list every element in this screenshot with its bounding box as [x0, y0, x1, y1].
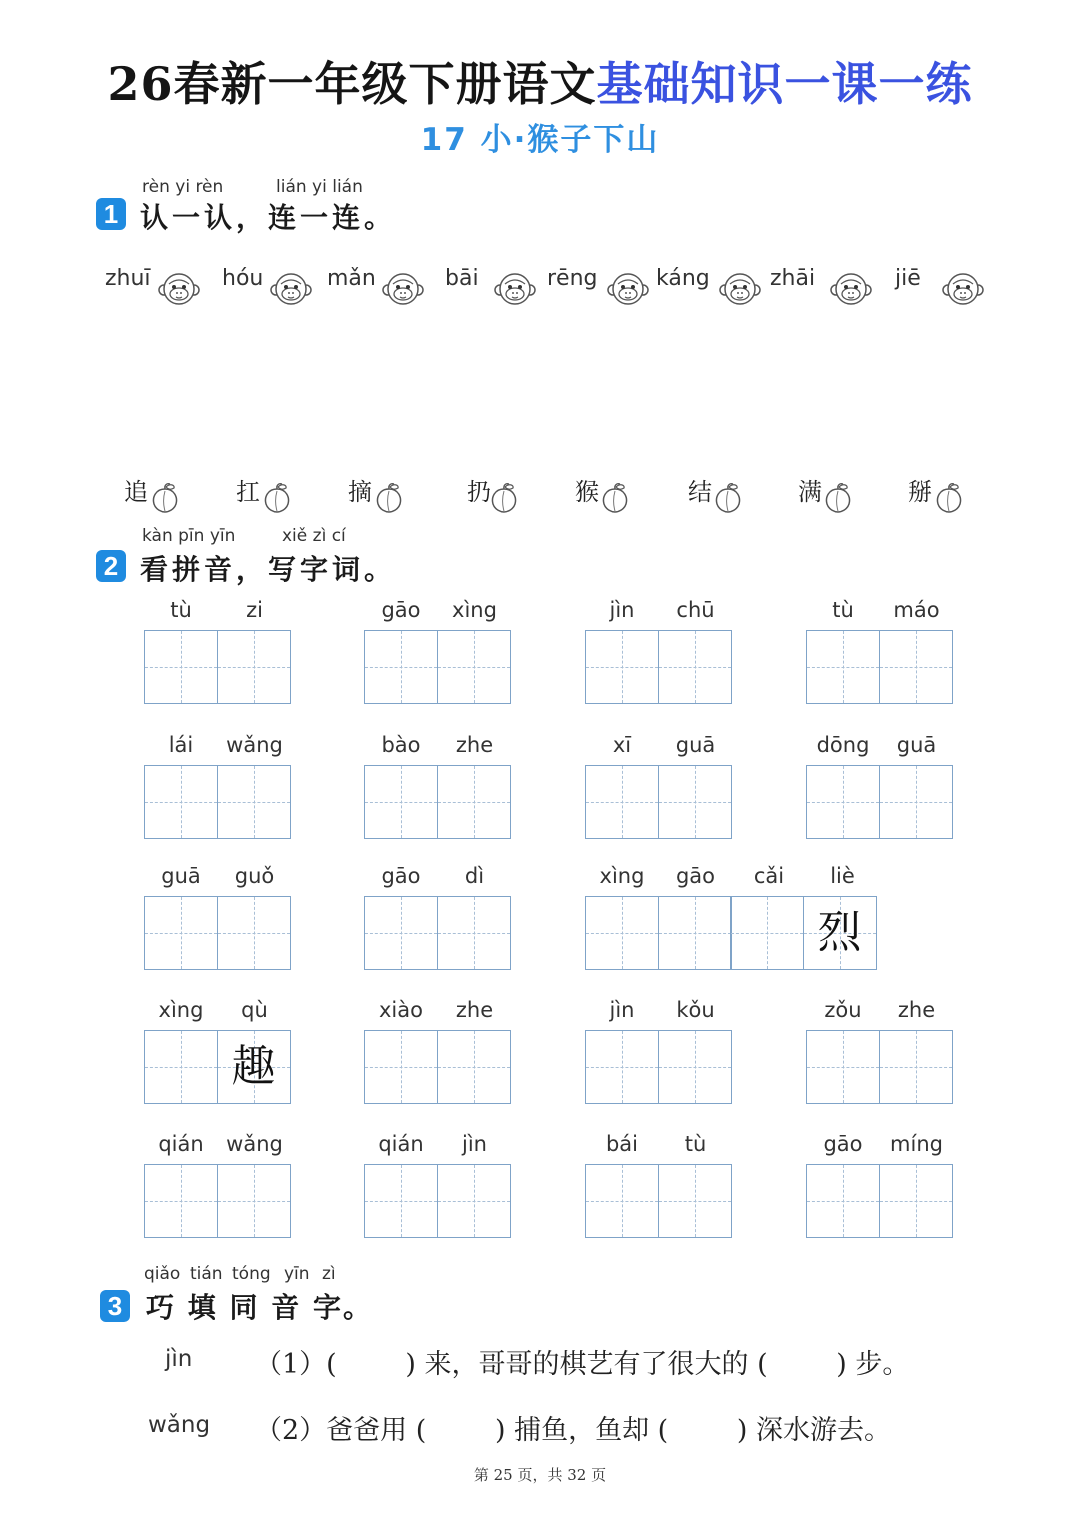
writing-cell[interactable]: [585, 765, 659, 839]
writing-cell[interactable]: [658, 765, 732, 839]
peach-icon[interactable]: [713, 482, 743, 514]
word-pinyin: jìn: [609, 598, 635, 622]
word-pinyin: xī: [612, 733, 632, 757]
word-pinyin: guā: [161, 864, 201, 888]
writing-cell[interactable]: [364, 630, 438, 704]
writing-cell[interactable]: [658, 630, 732, 704]
word-pinyin: lái: [168, 733, 194, 757]
given-character: 烈: [817, 907, 862, 958]
writing-cell[interactable]: [806, 1030, 880, 1104]
writing-cell[interactable]: [585, 1164, 659, 1238]
word-pinyin: bào: [381, 733, 421, 757]
monkey-icon[interactable]: [607, 268, 649, 310]
writing-cell[interactable]: [437, 896, 511, 970]
section-2-badge: 2: [96, 550, 126, 582]
word-pinyin: tù: [170, 598, 192, 622]
writing-cell[interactable]: [364, 765, 438, 839]
monkey-icon[interactable]: [494, 268, 536, 310]
writing-cell[interactable]: [806, 630, 880, 704]
word-pinyin: míng: [890, 1132, 943, 1156]
word-pinyin: máo: [893, 598, 940, 622]
writing-cell[interactable]: [364, 896, 438, 970]
writing-cell[interactable]: [585, 1030, 659, 1104]
word-pinyin: dì: [464, 864, 485, 888]
word-pinyin: xìng: [599, 864, 645, 888]
title-part-blue: 基础知识一课一练: [596, 57, 973, 111]
writing-cell[interactable]: [217, 1030, 291, 1104]
writing-cell[interactable]: [217, 896, 291, 970]
character-label[interactable]: 掰: [908, 478, 932, 506]
writing-cell[interactable]: [144, 1030, 218, 1104]
pinyin-label[interactable]: káng: [656, 266, 710, 291]
fill-item-1-pinyin: jìn: [165, 1346, 193, 1372]
word-pinyin: tù: [832, 598, 854, 622]
word-pinyin: qù: [241, 998, 268, 1022]
character-label[interactable]: 结: [688, 478, 712, 506]
section-2-ruby-a: kàn pīn yīn: [142, 526, 236, 546]
page-footer: 第 25 页，共 32 页: [473, 1466, 607, 1484]
fill-item-2-sentence[interactable]: （2）爸爸用 ( ) 捕鱼，鱼却 ( ) 深水游去。: [255, 1415, 891, 1446]
word-pinyin: liè: [830, 864, 855, 888]
writing-cell[interactable]: [144, 1164, 218, 1238]
writing-cell[interactable]: [144, 630, 218, 704]
pinyin-label[interactable]: mǎn: [327, 266, 376, 291]
writing-cell[interactable]: [658, 896, 732, 970]
word-pinyin: gāo: [823, 1132, 863, 1156]
writing-cell[interactable]: [879, 630, 953, 704]
pinyin-label[interactable]: bāi: [445, 266, 479, 291]
writing-cell[interactable]: [803, 896, 877, 970]
writing-cell[interactable]: [217, 765, 291, 839]
section-1-ruby-a: rèn yi rèn: [142, 177, 224, 197]
word-pinyin: gāo: [381, 598, 421, 622]
pinyin-label[interactable]: zhuī: [105, 266, 151, 291]
word-pinyin: qián: [158, 1132, 204, 1156]
writing-cell[interactable]: [144, 765, 218, 839]
peach-icon[interactable]: [934, 482, 964, 514]
fill-item-2-pinyin: wǎng: [148, 1412, 211, 1438]
word-pinyin: zhe: [897, 998, 936, 1022]
given-character: 趣: [231, 1041, 276, 1092]
section-3-ruby-syllable: tóng: [232, 1264, 271, 1284]
word-pinyin: kǒu: [676, 998, 715, 1022]
word-pinyin: zi: [246, 598, 263, 622]
section-3-ruby-syllable: qiǎo: [144, 1264, 181, 1284]
section-1-badge: 1: [96, 198, 126, 230]
section-3-ruby-syllable: tián: [190, 1264, 223, 1284]
writing-cell[interactable]: [217, 1164, 291, 1238]
page-title: [0, 48, 1080, 114]
writing-cell[interactable]: [217, 630, 291, 704]
character-label[interactable]: 追: [124, 478, 148, 506]
peach-icon[interactable]: [600, 482, 630, 514]
character-label[interactable]: 扔: [467, 478, 491, 506]
writing-cell[interactable]: [806, 1164, 880, 1238]
word-pinyin: tù: [684, 1132, 707, 1156]
section-3-ruby-syllable: zì: [322, 1264, 336, 1284]
character-label[interactable]: 扛: [236, 478, 260, 506]
pinyin-label[interactable]: jiē: [895, 266, 921, 291]
fill-item-1-sentence[interactable]: （1）( ) 来，哥哥的棋艺有了很大的 ( ) 步。: [255, 1349, 910, 1380]
writing-cell[interactable]: [658, 1030, 732, 1104]
character-label[interactable]: 猴: [575, 478, 599, 506]
writing-cell[interactable]: [437, 1030, 511, 1104]
section-1-title: 认一认，连一连。: [140, 201, 397, 234]
word-pinyin: gāo: [381, 864, 421, 888]
word-pinyin: zhe: [455, 998, 494, 1022]
word-pinyin: cǎi: [753, 864, 785, 888]
word-pinyin: guā: [896, 733, 937, 757]
monkey-icon[interactable]: [942, 268, 984, 310]
writing-cell[interactable]: [437, 1164, 511, 1238]
section-1-ruby-b: lián yi lián: [276, 177, 363, 197]
word-pinyin: gāo: [675, 864, 716, 888]
word-pinyin: wǎng: [226, 733, 283, 757]
pinyin-label[interactable]: hóu: [222, 266, 264, 291]
word-pinyin: bái: [605, 1132, 639, 1156]
writing-cell[interactable]: [879, 1030, 953, 1104]
section-3-ruby-syllable: yīn: [284, 1264, 310, 1284]
word-pinyin: guǒ: [234, 864, 275, 888]
word-pinyin: zǒu: [824, 998, 862, 1022]
word-pinyin: wǎng: [226, 1132, 283, 1156]
monkey-icon[interactable]: [382, 268, 424, 310]
writing-cell[interactable]: [658, 1164, 732, 1238]
section-2-ruby-b: xiě zì cí: [282, 526, 346, 546]
section-3-badge: 3: [100, 1290, 130, 1322]
peach-icon[interactable]: [374, 482, 404, 514]
monkey-icon[interactable]: [830, 268, 872, 310]
monkey-icon[interactable]: [158, 268, 200, 310]
writing-cell[interactable]: [879, 765, 953, 839]
writing-cell[interactable]: [364, 1030, 438, 1104]
word-pinyin: zhe: [455, 733, 494, 757]
writing-cell[interactable]: [585, 896, 659, 970]
writing-cell[interactable]: [730, 896, 804, 970]
word-pinyin: guā: [675, 733, 716, 757]
peach-icon[interactable]: [150, 482, 180, 514]
peach-icon[interactable]: [489, 482, 519, 514]
peach-icon[interactable]: [262, 482, 292, 514]
section-2-title: 看拼音，写字词。: [140, 553, 397, 586]
lesson-title: 17 小·猴子下山: [420, 122, 660, 158]
word-pinyin: dōng: [816, 733, 870, 757]
peach-icon[interactable]: [823, 482, 853, 514]
title-part-black: 26春新一年级下册语文: [107, 57, 597, 111]
character-label[interactable]: 满: [798, 478, 822, 506]
pinyin-label[interactable]: zhāi: [770, 266, 816, 291]
word-pinyin: jìn: [609, 998, 635, 1022]
monkey-icon[interactable]: [270, 268, 312, 310]
writing-cell[interactable]: [437, 765, 511, 839]
writing-cell[interactable]: [806, 765, 880, 839]
word-pinyin: xìng: [158, 998, 204, 1022]
character-label[interactable]: 摘: [348, 478, 372, 506]
word-pinyin: jìn: [462, 1132, 487, 1156]
word-pinyin: qián: [378, 1132, 424, 1156]
writing-cell[interactable]: [585, 630, 659, 704]
word-pinyin: xìng: [452, 598, 497, 622]
word-pinyin: chū: [676, 598, 715, 622]
word-pinyin: xiào: [379, 998, 423, 1022]
writing-cell[interactable]: [437, 630, 511, 704]
writing-cell[interactable]: [364, 1164, 438, 1238]
monkey-icon[interactable]: [719, 268, 761, 310]
pinyin-label[interactable]: rēng: [547, 266, 598, 291]
section-3-title: 巧 填 同 音 字。: [146, 1291, 373, 1324]
writing-cell[interactable]: [879, 1164, 953, 1238]
writing-cell[interactable]: [144, 896, 218, 970]
